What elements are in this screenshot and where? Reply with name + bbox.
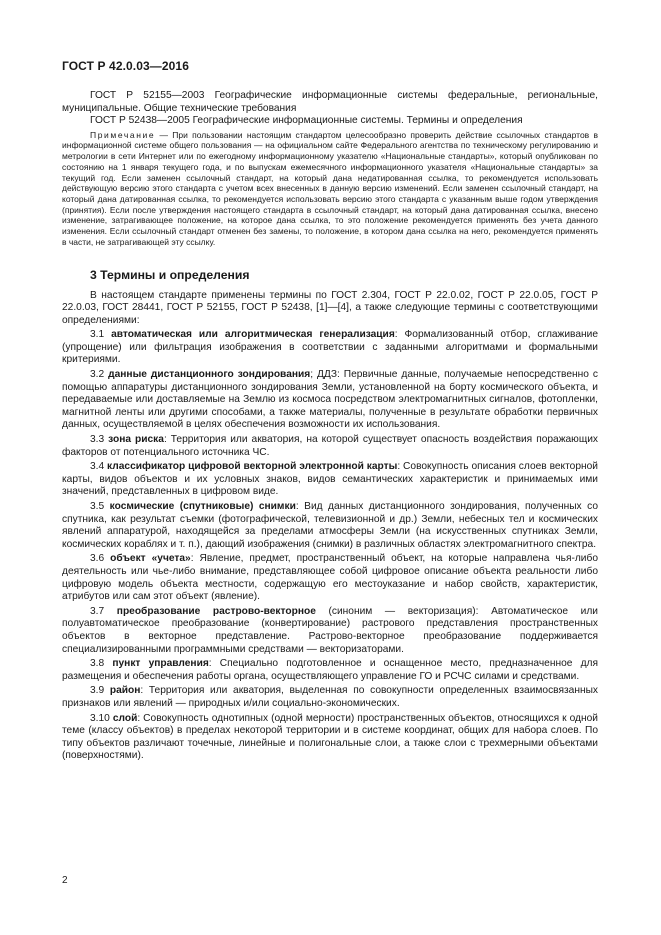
reference-52155: ГОСТ Р 52155—2003 Географические информационные системы федеральные, региональные, муниципальные. Общие технические требования [62,90,598,114]
term-name: классификатор цифровой векторной электронной карты [107,461,398,473]
term-entry [62,369,598,432]
term-name: слой [112,712,138,724]
term-number: 3.1 [90,329,112,341]
section-intro: В настоящем стандарте применены термины по ГОСТ 2.304, ГОСТ Р 22.0.02, ГОСТ Р 22.0.05, ГОСТ Р 22.0.03, ГОСТ 28441, ГОСТ Р 52155, ГОСТ Р 52438, [1]—[4], а также следующие термины с соответствующими определениями: [62,289,598,326]
term-number: 3.4 [90,461,108,473]
term-definition: : Территория или акватория, выделенная по совокупности определенных взаимосвязанных признаков или явлений — природных и/или социально-экономических. [62,685,598,709]
term-entry [62,501,598,551]
term-number: 3.7 [90,605,117,617]
page-content [62,90,598,763]
term-name: район [109,685,141,697]
term-number: 3.3 [90,434,109,446]
term-name: космические (спутниковые) снимки [109,501,296,513]
term-name: объект «учета» [110,553,191,565]
term-name: пункт управления [112,658,209,670]
term-entry [62,713,598,763]
term-number: 3.6 [90,553,111,565]
term-number: 3.2 [90,369,109,381]
term-number: 3.9 [90,685,110,697]
term-entry [62,329,598,367]
term-entry [62,461,598,499]
term-definition: : Специально подготовленное и оснащенное место, предназначенное для размещения и обеспечения работы органа, осуществляющего управление ГО и РСЧС силами и средствами. [62,658,598,682]
page-number: 2 [62,875,68,886]
term-number: 3.10 [90,712,113,724]
term-entry [62,553,598,603]
term-definition: : Совокупность описания слоев векторной карты, видов объектов и их условных знаков, видов семантических характеристик и принимаемых ими значений, представленных в цифровом виде. [62,461,598,498]
term-definition: : Формализованный отбор, сглаживание (упрощение) или фильтрация изображения в соответствии с заданными алгоритмами и формальными критериями. [62,329,599,366]
note-label: Примечание [90,129,156,140]
term-name: зона риска [108,434,164,446]
term-definition: (синоним — векторизация): Автоматическое или полуавтоматическое преобразование (конвертирование) растрового представления пространственных объектов в векторное представление. Растрово-векторное преобразование поддерживается специализированными программными средствами — векторизаторами. [62,605,598,655]
term-number: 3.8 [90,658,113,670]
note-text: — При пользовании настоящим стандартом целесообразно проверить действие ссылочных стандартов в информационной системе общего пользования — на официальном сайте Федерального агентства по техническому регулированию и метрологии в сети Интернет или по ежегодному информационному указателю «Национальные стандарты», который опубликован по состоянию на 1 января текущего года, и по выпускам ежемесячного информационного указателя «Национальные стандарты» за текущий год. Если заменен ссылочный стандарт, на который дана недатированная ссылка, то рекомендуется использовать действующую версию этого стандарта с учетом всех внесенных в данную версию изменений. Если заменен ссылочный стандарт, на который дана датированная ссылка, то рекомендуется использовать версию этого стандарта с указанным выше годом утверждения (принятия). Если после утверждения настоящего стандарта в ссылочный стандарт, на который дана датированная ссылка, внесено изменение, затрагивающее положение, на которое дана ссылка, то это положение рекомендуется применять без учета данного изменения. Если ссылочный стандарт отменен без замены, то положение, в котором дана ссылка на него, рекомендуется применять в части, не затрагивающей эту ссылку. [62,129,598,247]
term-name: автоматическая или алгоритмическая генерализация [111,329,395,341]
term-name: данные дистанционного зондирования [108,369,311,381]
term-entry [62,658,598,683]
note-paragraph [62,130,598,248]
term-entry [62,685,598,710]
term-definition: : Территория или акватория, на которой существует опасность воздействия поражающих факторов от потенциального источника ЧС. [62,434,598,458]
term-name: преобразование растрово-векторное [116,605,316,617]
term-entry [62,434,598,459]
term-definition: ; ДДЗ: Первичные данные, получаемые непосредственно с помощью аппаратуры дистанционного зондирования Земли, установленной на борту космического объекта, и передаваемые или доставляемые на Землю из космоса посредством электромагнитных сигналов, фотопленки, магнитной ленты или другими способами, а также материалы, полученные в результате обработки первичных данных, осуществляемой в целях обеспечения возможности их использования. [62,369,598,431]
term-number: 3.5 [90,501,110,513]
term-definition: : Вид данных дистанционного зондирования, полученных со спутника, как результат съемки (фотографической, телевизионной и др.) Земли, небесных тел и космических явлений аппаратурой, находящейся за пределами атмосферы Земли (на искусственных спутниках Земли, космических кораблях и т. п.), дающий изображения (снимки) в различных областях электромагнитного спектра. [62,501,598,550]
document-header: ГОСТ Р 42.0.03—2016 [62,59,189,73]
term-entry [62,606,598,656]
term-definition: : Совокупность однотипных (одной мерности) пространственных объектов, относящихся к одной теме (классу объектов) в пределах некоторой территории и в системе координат, общих для набора слоев. По типу объектов различают точечные, линейные и полигональные слои, а также слои с трехмерными объектами (поверхностями). [62,712,598,762]
section-title: 3 Термины и определения [90,267,250,282]
term-definition: : Явление, предмет, пространственный объект, на которые направлена чья-либо деятельность или чье-либо внимание, представляющее собой цифровое описание объекта реальности либо цифровую модель объекта местности, содержащую его местоуказание и набор свойств, характеристик, атрибутов или сам этот объект (явление). [62,553,598,603]
reference-52438: ГОСТ Р 52438—2005 Географические информационные системы. Термины и определения [90,115,523,127]
